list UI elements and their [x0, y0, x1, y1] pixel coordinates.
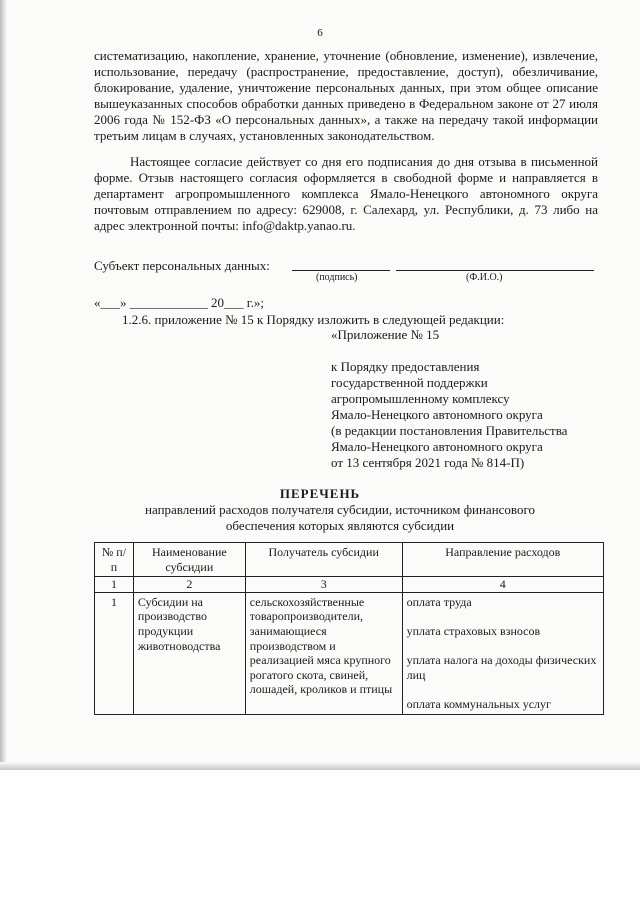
column-number: 2 — [133, 577, 245, 593]
list-title: ПЕРЕЧЕНЬ — [279, 486, 361, 501]
table-row — [95, 592, 604, 714]
consent-paragraph-1: систематизацию, накопление, хранение, уточнение (обновление, изменение), извлечение, использование, передачу (распространение, предоставление, доступ), обезличивание, блокирование, удаление, уничтожение персональных данных, при этом общее описание вышеуказанных способов обработки данных приведено в Федеральном законе от 27 июля 2006 года № 152-ФЗ «О персональных данных», а также на передачу такой информации третьим лицам в случаях, установленных законодательством. — [94, 48, 598, 143]
appendix-line: агропромышленному комплексу — [331, 391, 510, 406]
row-num: 1 — [95, 592, 134, 714]
header-directions: Направление расходов — [402, 543, 603, 577]
date-line: «___» ____________ 20___ г.»; — [94, 295, 264, 310]
subsidy-name: Субсидии на производство продукции животноводства — [133, 592, 245, 714]
appendix-title: «Приложение № 15 — [331, 327, 440, 342]
table-header-row — [95, 543, 604, 577]
list-subtitle: направлений расходов получателя субсидии, источником финансового обеспечения которых являются субсидии — [145, 502, 535, 533]
expense-directions — [402, 592, 603, 714]
signature-caption: (подпись) — [316, 272, 358, 283]
column-number: 4 — [402, 577, 603, 593]
appendix-header — [331, 327, 611, 471]
scan-bottom-shadow — [0, 762, 640, 770]
signature-label: Субъект персональных данных: — [94, 258, 270, 273]
amendment-line: 1.2.6. приложение № 15 к Порядку изложить в следующей редакции: — [122, 312, 505, 327]
appendix-line: государственной поддержки — [331, 375, 488, 390]
column-number: 1 — [95, 577, 134, 593]
name-line — [396, 270, 594, 271]
appendix-line: к Порядку предоставления — [331, 359, 480, 374]
direction-item: уплата страховых взносов — [406, 623, 541, 638]
direction-item: оплата труда — [406, 594, 472, 609]
header-recipient: Получатель субсидии — [245, 543, 402, 577]
column-number: 3 — [245, 577, 402, 593]
expenses-table — [94, 542, 604, 715]
name-caption: (Ф.И.О.) — [466, 272, 503, 283]
direction-item: уплата налога на доходы физических лиц — [406, 653, 597, 682]
column-number-row — [95, 577, 604, 593]
scan-edge-shadow — [0, 0, 7, 770]
header-num: № п/п — [95, 543, 134, 577]
appendix-line: Ямало-Ненецкого автономного округа — [331, 439, 543, 454]
signature-line — [292, 270, 390, 271]
direction-item: оплата коммунальных услуг — [406, 696, 551, 711]
subsidy-recipient: сельскохозяйственные товаропроизводители, занимающиеся производством и реализацией мяса крупного рогатого скота, свиней, лошадей, кроликов и птицы — [245, 592, 402, 714]
consent-paragraph-2: Настоящее согласие действует со дня его подписания до дня отзыва в письменной форме. Отзыв настоящего согласия оформляется в свободной форме и направляется в департамент агропромышленного комплекса Ямало-Ненецкого автономного округа почтовым отправлением по адресу: 629008, г. Салехард, ул. Республики, д. 73 либо на адрес электронной почты: info@daktp.yanao.ru. — [94, 154, 598, 233]
page-number: 6 — [317, 27, 323, 39]
header-subsidy-name: Наименование субсидии — [133, 543, 245, 577]
appendix-line: от 13 сентября 2021 года № 814-П) — [331, 455, 525, 470]
appendix-line: Ямало-Ненецкого автономного округа — [331, 407, 543, 422]
appendix-line: (в редакции постановления Правительства — [331, 423, 568, 438]
